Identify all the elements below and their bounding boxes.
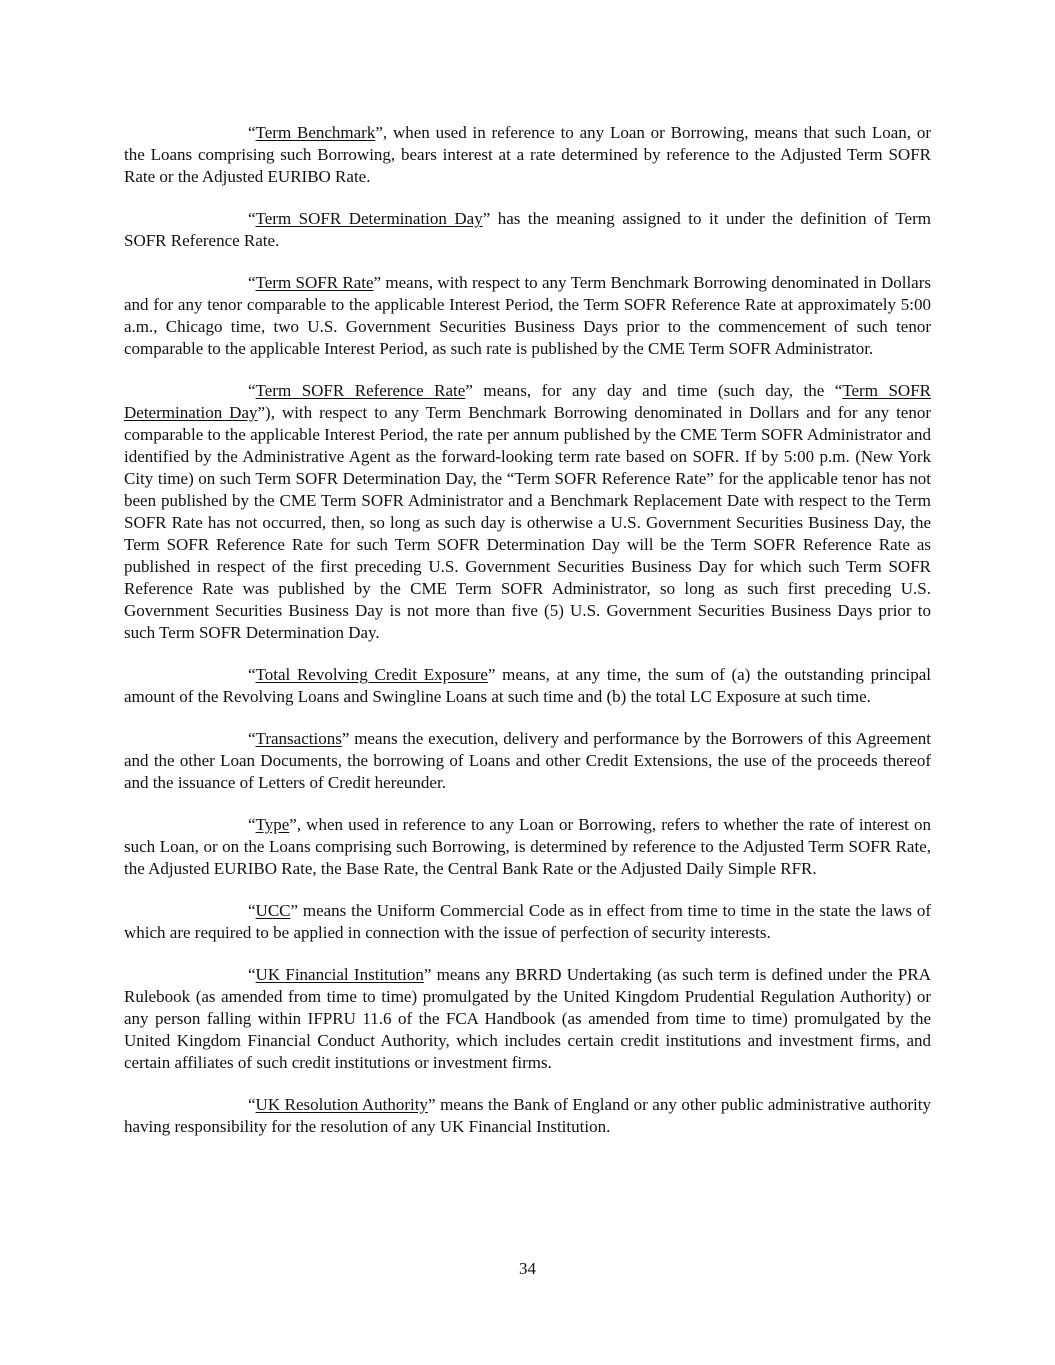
defined-term: UK Resolution Authority — [255, 1095, 428, 1114]
defined-term: UCC — [255, 901, 291, 920]
definition-text: ” means any BRRD Undertaking (as such term is defined under the PRA Rulebook (as amended from time to time) promulgated by the United Kingdom Prudential Regulation Authority) or any person falling within IFPRU 11.6 of the FCA Handbook (as amended from time to time) promulgated by the United Kingdom Financial Conduct Authority, which includes certain credit institutions and investment firms, and certain affiliates of such credit institutions or investment firms. — [124, 965, 931, 1072]
definition-uk-financial-institution — [124, 964, 931, 1074]
open-quote: “ — [248, 123, 256, 142]
open-quote: “ — [248, 965, 256, 984]
defined-term: Term SOFR Reference Rate — [255, 381, 466, 400]
open-quote: “ — [248, 209, 256, 228]
definition-transactions — [124, 728, 931, 794]
definition-term-sofr-reference-rate — [124, 380, 931, 644]
defined-term: Term SOFR Determination Day — [255, 209, 483, 228]
open-quote: “ — [248, 381, 256, 400]
page-number: 34 — [519, 1259, 536, 1278]
definition-text: ”, when used in reference to any Loan or Borrowing, means that such Loan, or the Loans comprising such Borrowing, bears interest at a rate determined by reference to the Adjusted Term SOFR Rate or the Adjusted EURIBO Rate. — [124, 123, 931, 186]
defined-term: UK Financial Institution — [255, 965, 424, 984]
defined-term: Type — [255, 815, 290, 834]
defined-term: Term SOFR Rate — [255, 273, 374, 292]
definition-text: ” means the Bank of England or any other public administrative authority having responsibility for the resolution of any UK Financial Institution. — [124, 1095, 931, 1136]
definition-total-revolving-credit-exposure — [124, 664, 931, 708]
definition-term-benchmark — [124, 122, 931, 188]
defined-term: Transactions — [255, 729, 342, 748]
open-quote: “ — [248, 665, 256, 684]
open-quote: “ — [248, 901, 256, 920]
definition-term-sofr-determination-day — [124, 208, 931, 252]
definition-uk-resolution-authority — [124, 1094, 931, 1138]
defined-term: Total Revolving Credit Exposure — [255, 665, 488, 684]
document-page — [124, 122, 931, 1158]
definition-text: ” means the execution, delivery and performance by the Borrowers of this Agreement and the other Loan Documents, the borrowing of Loans and other Credit Extensions, the use of the proceeds thereof and the issuance of Letters of Credit hereunder. — [124, 729, 931, 792]
defined-term: Term Benchmark — [255, 123, 376, 142]
definition-text: ” means, with respect to any Term Benchmark Borrowing denominated in Dollars and for any tenor comparable to the applicable Interest Period, the Term SOFR Reference Rate at approximately 5:00 a.m., Chicago time, two U.S. Government Securities Business Days prior to the commencement of such tenor comparable to the applicable Interest Period, as such rate is published by the CME Term SOFR Administrator. — [124, 273, 931, 358]
definition-text: ” means, at any time, the sum of (a) the outstanding principal amount of the Revolving Loans and Swingline Loans at such time and (b) the total LC Exposure at such time. — [124, 665, 931, 706]
open-quote: “ — [248, 273, 256, 292]
definition-text: ”, when used in reference to any Loan or Borrowing, refers to whether the rate of interest on such Loan, or on the Loans comprising such Borrowing, is determined by reference to the Adjusted Term SOFR Rate, the Adjusted EURIBO Rate, the Base Rate, the Central Bank Rate or the Adjusted Daily Simple RFR. — [124, 815, 931, 878]
definition-type — [124, 814, 931, 880]
definition-text-continued: ”), with respect to any Term Benchmark Borrowing denominated in Dollars and for any tenor comparable to the applicable Interest Period, the rate per annum published by the CME Term SOFR Administrator and identified by the Administrative Agent as the forward-looking term rate based on SOFR. If by 5:00 p.m. (New York City time) on such Term SOFR Determination Day, the “Term SOFR Reference Rate” for the applicable tenor has not been published by the CME Term SOFR Administrator and a Benchmark Replacement Date with respect to the Term SOFR Rate has not occurred, then, so long as such day is otherwise a U.S. Government Securities Business Day, the Term SOFR Reference Rate for such Term SOFR Determination Day will be the Term SOFR Reference Rate as published in respect of the first preceding U.S. Government Securities Business Day for which such Term SOFR Reference Rate was published by the CME Term SOFR Administrator, so long as such first preceding U.S. Government Securities Business Day is not more than five (5) U.S. Government Securities Business Days prior to such Term SOFR Determination Day. — [124, 403, 932, 642]
definition-text: ” has the meaning assigned to it under the definition of Term SOFR Reference Rate. — [124, 209, 931, 250]
inner-defined-term: Term SOFR Determination Day — [124, 381, 931, 422]
definition-term-sofr-rate — [124, 272, 931, 360]
definition-text: ” means the Uniform Commercial Code as in effect from time to time in the state the laws of which are required to be applied in connection with the issue of perfection of security interests. — [124, 901, 931, 942]
definition-ucc — [124, 900, 931, 944]
open-quote: “ — [248, 729, 256, 748]
open-quote: “ — [248, 815, 256, 834]
definition-text: ” means, for any day and time (such day, the “ — [465, 381, 843, 400]
open-quote: “ — [248, 1095, 256, 1114]
